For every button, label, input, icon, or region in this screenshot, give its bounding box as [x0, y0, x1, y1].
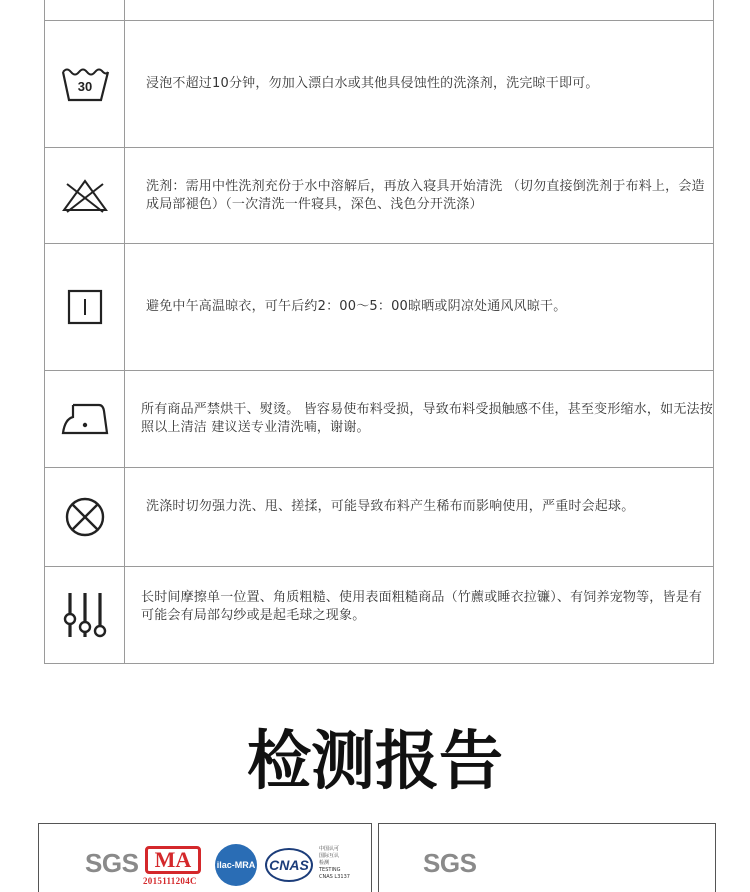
care-text: 所有商品严禁烘干、熨烫。 皆容易使布料受损，导致布料受损触感不佳，甚至变形缩水，如无法按照以上清洁 建议送专业清洗喃，谢谢。 [141, 402, 713, 435]
cma-logo: MA [145, 846, 201, 874]
sgs-logo: SGS [85, 848, 139, 878]
certification-logos-box [38, 823, 372, 892]
sgs-logo: SGS [423, 848, 477, 878]
no-tumble-dry-icon [45, 468, 124, 566]
ilac-mra-logo: ilac-MRA [215, 844, 257, 886]
table-column-divider [124, 0, 125, 664]
care-text: 长时间摩擦单一位置、角质粗糙、使用表面粗糙商品（竹藨或睡衣拉镰）、有饲养宠物等，皆是有可能会有局部勾纱或是起毛球之现象。 [141, 590, 703, 623]
iron-icon [45, 371, 124, 467]
no-bleach-icon [45, 148, 124, 243]
report-title: 检测报告 [247, 725, 503, 799]
svg-text:30: 30 [77, 79, 92, 94]
care-text: 避免中午高温晾衣，可午后约2：00～5：00晾晒或阴凉处通风风晾干。 [146, 299, 567, 314]
wash-30-icon [45, 21, 124, 147]
sgs-report-box [378, 823, 716, 892]
care-text: 洗剂：需用中性洗剂充份于水中溶解后，再放入寝具开始清洗 （切勿直接倒洗剂于布料上，会造成局部褪色）（一次清洗一件寝具，深色、浅色分开洗涤） [146, 178, 705, 212]
line-dry-icon [45, 244, 124, 370]
care-text: 浸泡不超过10分钟，勿加入漂白水或其他具侵蚀性的洗涤剂，洗完晾干即可。 [146, 76, 599, 91]
cnas-logo: CNAS [265, 848, 313, 882]
cma-number: 2015111204C [143, 876, 197, 886]
pilling-warning-icon [45, 567, 124, 663]
care-text: 洗涤时切勿强力洗、甩、搓揉，可能导致布料产生稀布而影响使用，严重时会起球。 [146, 499, 635, 514]
cnas-accreditation-text: 中国认可 国际互认 检测 TESTING CNAS L3137 [319, 846, 350, 880]
